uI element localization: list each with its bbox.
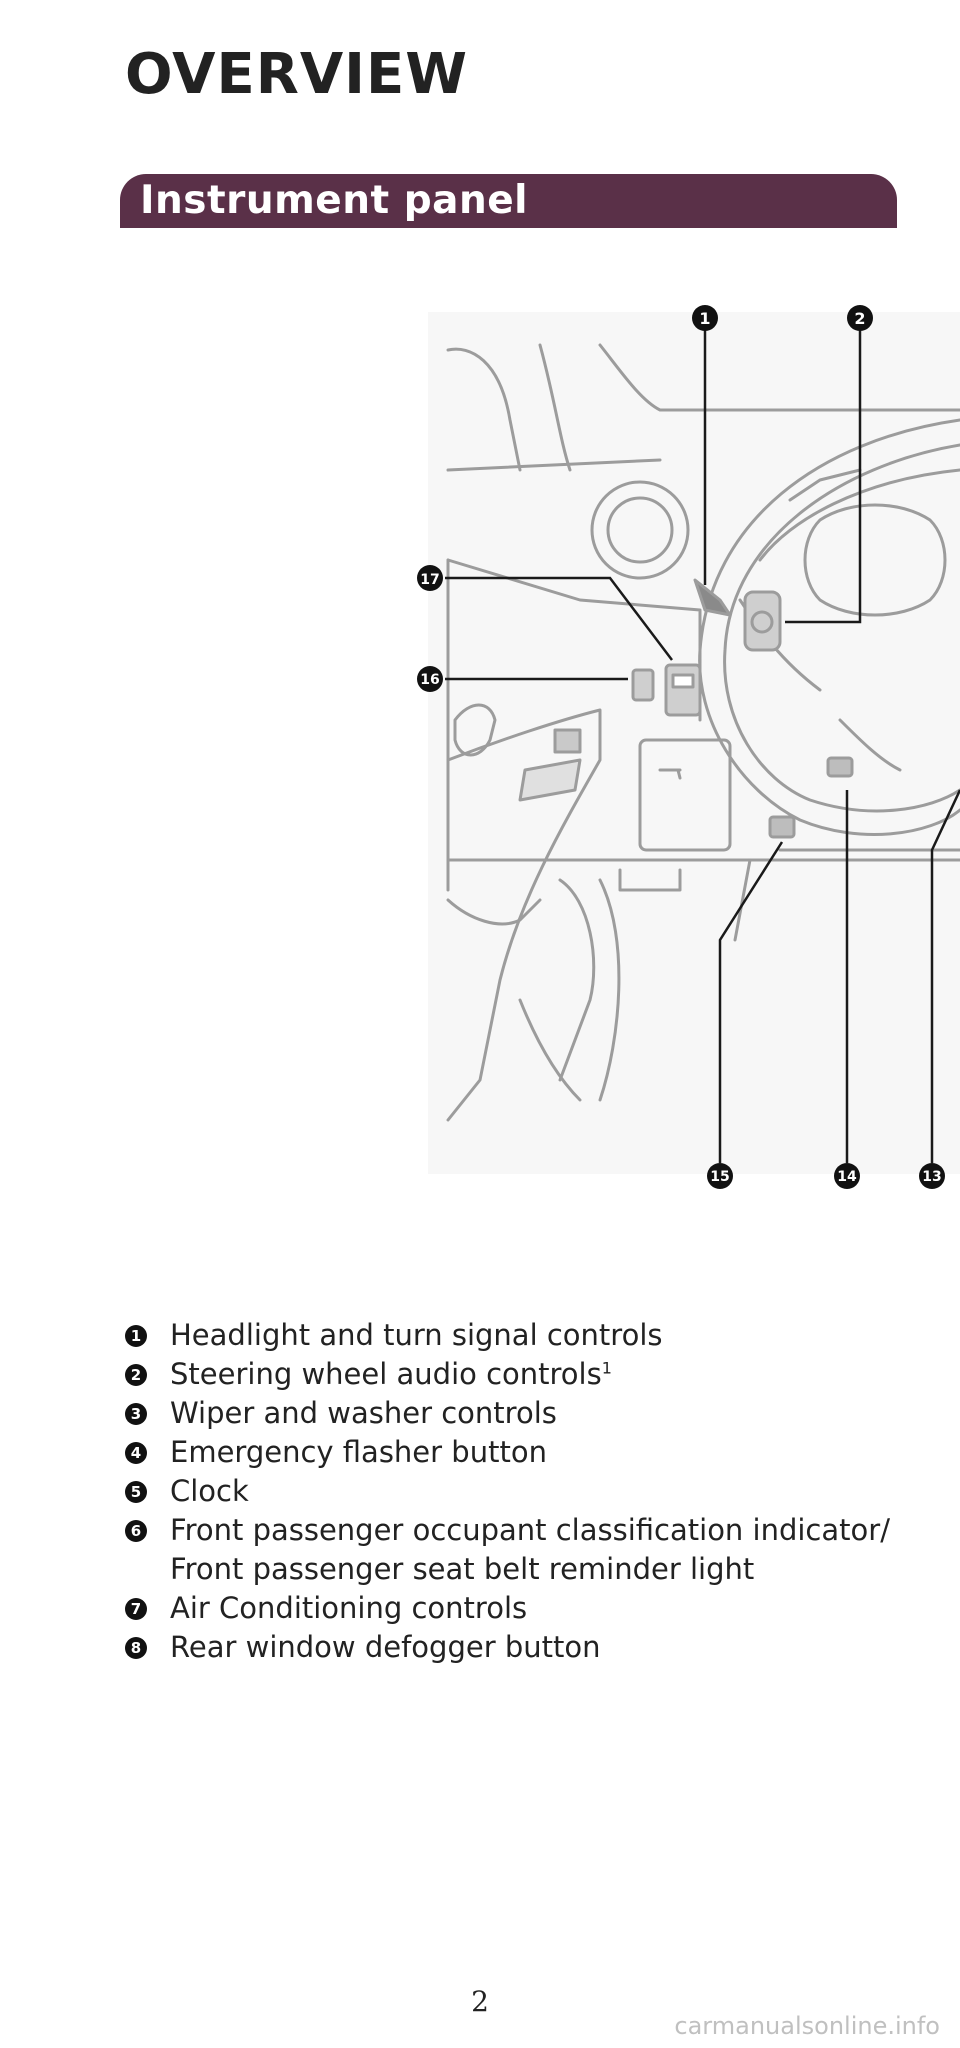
legend-item — [110, 1394, 910, 1433]
audio-switch — [745, 592, 780, 650]
legend-number-badge: 6 — [125, 1520, 147, 1542]
legend-item — [110, 1589, 910, 1628]
legend-text: Steering wheel audio controls — [170, 1357, 602, 1391]
legend-text: Air Conditioning controls — [170, 1591, 528, 1625]
callout-badge-17 — [417, 565, 443, 591]
callout-badge-15 — [707, 1163, 733, 1189]
legend-text: Clock — [170, 1474, 249, 1508]
legend-text: Rear window defogger button — [170, 1630, 601, 1664]
callout-badge-14 — [834, 1163, 860, 1189]
legend-number-badge: 2 — [125, 1364, 147, 1386]
legend-number-badge: 8 — [125, 1637, 147, 1659]
watermark: carmanualsonline.info — [674, 2012, 940, 2040]
switch-17 — [666, 665, 700, 715]
switch-16 — [633, 670, 653, 700]
legend-text: Emergency flasher button — [170, 1435, 547, 1469]
callout-16-label: 16 — [420, 672, 440, 688]
callout-badge-13 — [919, 1163, 945, 1189]
legend-item — [110, 1511, 910, 1589]
legend-item — [110, 1433, 910, 1472]
callout-15-label: 15 — [710, 1169, 730, 1185]
legend-number-badge: 5 — [125, 1481, 147, 1503]
legend-number-badge: 7 — [125, 1598, 147, 1620]
legend-item — [110, 1316, 910, 1355]
callout-13-label: 13 — [922, 1169, 942, 1185]
legend-text: Front passenger occupant classification indicator/ — [170, 1513, 890, 1547]
callout-badge-16 — [417, 666, 443, 692]
legend-number-badge: 1 — [125, 1325, 147, 1347]
illustration-background — [428, 312, 960, 1174]
legend-text: Wiper and washer controls — [170, 1396, 557, 1430]
legend-text: Headlight and turn signal controls — [170, 1318, 663, 1352]
callout-badge-1 — [692, 305, 718, 331]
callout-14-label: 14 — [837, 1169, 857, 1185]
legend-item — [110, 1628, 910, 1667]
callout-2-label: 2 — [854, 309, 866, 328]
callout-badge-2 — [847, 305, 873, 331]
footnote-marker: 1 — [601, 1358, 612, 1378]
callout-1-label: 1 — [699, 309, 711, 328]
legend-item — [110, 1472, 910, 1511]
legend-text-continued: Front passenger seat belt reminder light — [170, 1552, 755, 1586]
section-title: Instrument panel — [140, 178, 529, 223]
legend-item — [110, 1355, 910, 1394]
page-number: 2 — [471, 1985, 489, 2018]
legend-number-badge: 3 — [125, 1403, 147, 1425]
legend-list — [110, 1316, 910, 1667]
legend-number-badge: 4 — [125, 1442, 147, 1464]
callout-17-label: 17 — [420, 572, 440, 588]
page-title: OVERVIEW — [125, 42, 469, 107]
